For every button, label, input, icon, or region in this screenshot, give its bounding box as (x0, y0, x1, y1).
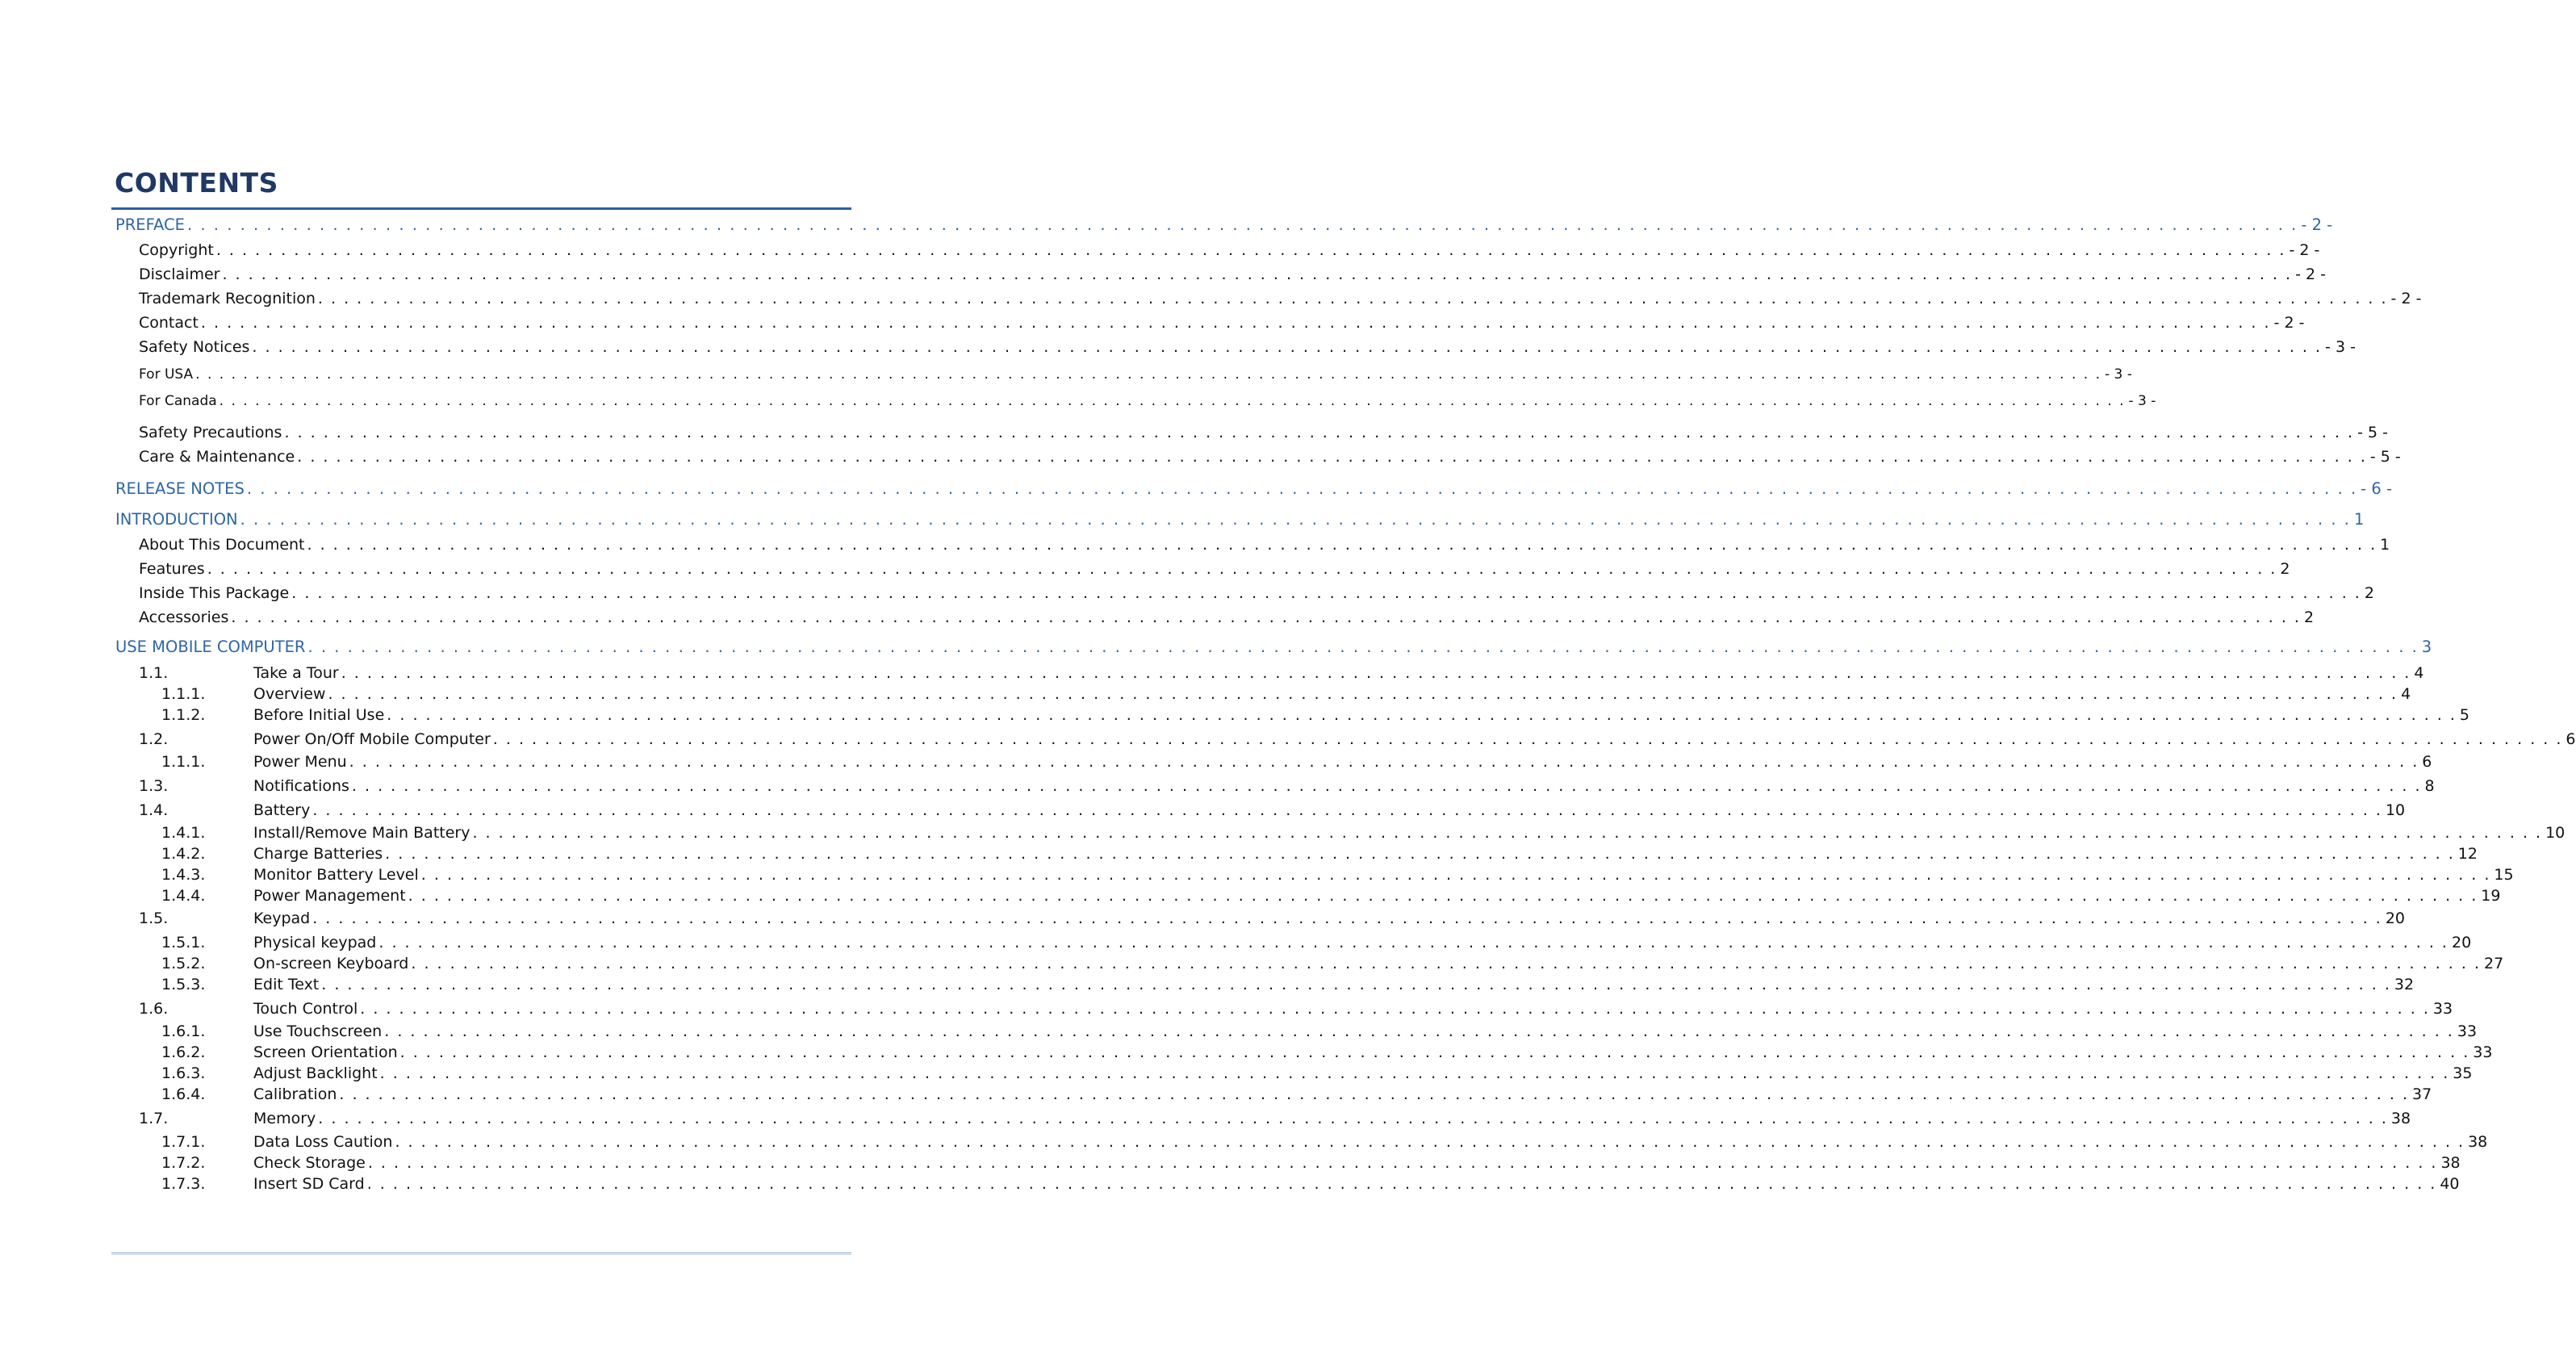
toc-entry-label: Insert SD Card (253, 1175, 365, 1193)
toc-entry[interactable] (139, 422, 2388, 443)
toc-entry-page: - 6 - (2361, 479, 2393, 498)
toc-entry[interactable] (139, 391, 2156, 412)
toc-entry-label: Adjust Backlight (253, 1064, 378, 1082)
dot-leader: . . . . . . . . . . . . . . . . . . . . . . . . . . . . . . . . . . . . . . . . . . . . . . . . . . . . . . . . . . . . . . . . . . . . . . . . . . . . . . . . . . . . . . . . . . . . . . . . . . . . . . . . . . . . . . . . . . . . . . . . . . . . . . . . . . . . . . . . . . . . . . . . . . . . . . . . . . . . . . . . (284, 424, 2355, 441)
dot-leader: . . . . . . . . . . . . . . . . . . . . . . . . . . . . . . . . . . . . . . . . . . . . . . . . . . . . . . . . . . . . . . . . . . . . . . . . . . . . . . . . . . . . . . . . . . . . . . . . . . . . . . . . . . . . . . . . . . . . . . . . . . . . . . . . . . . . . . . . . . . . . . . . . . . . . . . . . . . . . . . . (318, 1110, 2388, 1127)
toc-entry-number: 1.6.2. (161, 1043, 206, 1061)
dot-leader: . . . . . . . . . . . . . . . . . . . . . . . . . . . . . . . . . . . . . . . . . . . . . . . . . . . . . . . . . . . . . . . . . . . . . . . . . . . . . . . . . . . . . . . . . . . . . . . . . . . . . . . . . . . . . . . . . . . . . . . . . . . . . . . . . . . . . . . . . . . . . . . . . . . . . . . . . . . . . . . . (379, 1064, 2450, 1082)
toc-entry-page: 37 (2412, 1085, 2432, 1103)
toc-entry[interactable] (139, 729, 2576, 750)
toc-entry-number: 1.1.1. (161, 685, 206, 703)
toc-entry-number: 1.5. (139, 910, 169, 927)
toc-entry-page: - 2 - (2289, 241, 2320, 259)
dot-leader: . . . . . . . . . . . . . . . . . . . . . . . . . . . . . . . . . . . . . . . . . . . . . . . . . . . . . . . . . . . . . . . . . . . . . . . . . . . . . . . . . . . . . . . . . . . . . . . . . . . . . . . . . . . . . . . . . . . . . . . . . . . . . . . . . . . . . . . . . . . . . . . . . . . . . . . . . . . . . . . . (328, 685, 2398, 703)
dot-leader: . . . . . . . . . . . . . . . . . . . . . . . . . . . . . . . . . . . . . . . . . . . . . . . . . . . . . . . . . . . . . . . . . . . . . . . . . . . . . . . . . . . . . . . . . . . . . . . . . . . . . . . . . . . . . . . . . . . . . . . . . . . . . . . . . . . . . . . . . . . . . . . . . . . . . . . . . . . . . . . . (187, 215, 2298, 234)
toc-entry-page: 32 (2394, 976, 2415, 993)
toc-entry-label: Take a Tour (253, 664, 339, 682)
toc-entry-page: 2 (2364, 584, 2374, 602)
toc-entry-label: Trademark Recognition (139, 290, 316, 307)
toc-entry-page: - 2 - (2390, 290, 2422, 307)
toc-entry-page: - 3 - (2325, 338, 2356, 356)
toc-entry-label: Check Storage (253, 1154, 366, 1172)
toc-entry[interactable] (161, 1042, 2493, 1063)
dot-leader: . . . . . . . . . . . . . . . . . . . . . . . . . . . . . . . . . . . . . . . . . . . . . . . . . . . . . . . . . . . . . . . . . . . . . . . . . . . . . . . . . . . . . . . . . . . . . . . . . . . . . . . . . . . . . . . . . . . . . . . . . . . . . . . . . . . . . . . . . . . . . . . . . . . . . . . . . . . . . . . . (387, 706, 2457, 724)
toc-entry-page: 1 (2353, 510, 2365, 529)
toc-entry-number: 1.2. (139, 730, 169, 748)
toc-entry-page: 8 (2424, 777, 2435, 795)
toc-entry-page: 33 (2457, 1023, 2478, 1040)
toc-entry[interactable] (161, 953, 2504, 974)
dot-leader: . . . . . . . . . . . . . . . . . . . . . . . . . . . . . . . . . . . . . . . . . . . . . . . . . . . . . . . . . . . . . . . . . . . . . . . . . . . . . . . . . . . . . . . . . . . . . . . . . . . . . . . . . . . . . . . . . . . . . . . . . . . . . . . . . . . . . . . . . . . . . . . . . . . . . . . . . . . . . . . . (200, 314, 2271, 332)
toc-entry-page: - 5 - (2369, 448, 2401, 466)
toc-entry-page: 12 (2457, 845, 2478, 863)
toc-entry-page: - 3 - (2104, 366, 2132, 383)
toc-entry-label: Calibration (253, 1085, 337, 1103)
dot-leader: . . . . . . . . . . . . . . . . . . . . . . . . . . . . . . . . . . . . . . . . . . . . . . . . . . . . . . . . . . . . . . . . . . . . . . . . . . . . . . . . . . . . . . . . . . . . . . . . . . . . . . . . . . . . . . . . . . . . . . . . . . . . . . . . . . . . . . . . . . . . . . . . . . . . . . . . . . . . . . . . (321, 976, 2391, 993)
toc-entry-label: Memory (253, 1110, 316, 1127)
toc-entry-page: - 3 - (2128, 393, 2156, 409)
toc-entry-number: 1.4.3. (161, 866, 206, 884)
toc-entry[interactable] (139, 364, 2132, 385)
dot-leader: . . . . . . . . . . . . . . . . . . . . . . . . . . . . . . . . . . . . . . . . . . . . . . . . . . . . . . . . . . . . . . . . . . . . . . . . . . . . . . . . . . . . . . . . . . . . . . . . . . . . . . . . . . . . . . . . . . . . . . . . . . . . . . . . . . . . . . . . . . . . . . . . . . . . . . . . . . . . . . . . (207, 560, 2277, 578)
toc-entry-number: 1.1. (139, 664, 169, 682)
toc-entry[interactable] (161, 885, 2501, 906)
toc-entry-number: 1.7. (139, 1110, 169, 1127)
dot-leader: . . . . . . . . . . . . . . . . . . . . . . . . . . . . . . . . . . . . . . . . . . . . . . . . . . . . . . . . . . . . . . . . . . . . . . . . . . . . . . . . . . . . . . . . . . . . . . . . . . . . . . . . . . . . . . . . . . . . . . . . . . . . . . . . . . . . . . . . . . . . . . . . . . . . . . . . . . . . . . . . (349, 753, 2419, 771)
toc-section[interactable] (115, 479, 2393, 500)
toc-entry-label: Accessories (139, 608, 229, 626)
toc-entry-label: Safety Notices (139, 338, 250, 356)
toc-entry-label: Disclaimer (139, 266, 220, 283)
toc-entry-label: Before Initial Use (253, 706, 385, 724)
toc-entry-page: 35 (2453, 1064, 2473, 1082)
toc-entry-page: 19 (2481, 887, 2501, 905)
toc-entry-number: 1.5.1. (161, 934, 206, 951)
toc-entry-label: Power On/Off Mobile Computer (253, 730, 491, 748)
toc-entry[interactable] (139, 558, 2290, 579)
dot-leader: . . . . . . . . . . . . . . . . . . . . . . . . . . . . . . . . . . . . . . . . . . . . . . . . . . . . . . . . . . . . . . . . . . . . . . . . . . . . . . . . . . . . . . . . . . . . . . . . . . . . . . . . . . . . . . . . . . . . . . . . . . . . . . . . . . . . . . . . . . . . . . . . . . . . . . . . . . . . . . . . (472, 824, 2543, 842)
toc-entry-number: 1.6.1. (161, 1023, 206, 1040)
dot-leader: . . . . . . . . . . . . . . . . . . . . . . . . . . . . . . . . . . . . . . . . . . . . . . . . . . . . . . . . . . . . . . . . . . . . . . . . . . . . . . . . . . . . . . . . . . . . . . . . . . . . . . . . . . . . . . . . . . . . . . . . . . . . . . . . . . . . . . . . . . . . . . . . . . . . . . . . . . . . . . . . (231, 608, 2301, 626)
toc-entry-page: 20 (2451, 934, 2472, 951)
toc-entry[interactable] (139, 908, 2406, 929)
toc-entry[interactable] (139, 312, 2305, 333)
page-title: CONTENTS (115, 167, 278, 199)
dot-leader: . . . . . . . . . . . . . . . . . . . . . . . . . . . . . . . . . . . . . . . . . . . . . . . . . . . . . . . . . . . . . . . . . . . . . . . . . . . . . . . . . . . . . . . . . . . . . . . . . . . . . . . . . . . . . . . . . . . . . . . . . . . . . . . . . . . . . . . . . . . . . . . . . . . . . . . . . . . . . . . . (307, 536, 2377, 554)
toc-entry-label: Keypad (253, 910, 311, 927)
toc-entry-page: 5 (2459, 706, 2469, 724)
toc-entry-label: RELEASE NOTES (115, 479, 245, 498)
dot-leader: . . . . . . . . . . . . . . . . . . . . . . . . . . . . . . . . . . . . . . . . . . . . . . . . . . . . . . . . . . . . . . . . . . . . . . . . . . . . . . . . . . . . . . . . . . . . . . . . . . . . . . . . . . . . . . . . . . . . . . . . . . . . . . . . . . . . . . . . . . . . . . . . . . . . . . . . . . . . . . . . (215, 241, 2286, 259)
footer-rule (111, 1253, 851, 1255)
toc-entry[interactable] (139, 607, 2315, 628)
toc-entry-page: - 2 - (2295, 266, 2326, 283)
toc-entry-label: Overview (253, 685, 326, 703)
dot-leader: . . . . . . . . . . . . . . . . . . . . . . . . . . . . . . . . . . . . . . . . . . . . . . . . . . . . . . . . . . . . . . . . . . . . . . . . . . . . . . . . . . . . . . . . . . . . . . . . . . . . . . . . . . . . . . . . . . . . . . . . . . . . . . . . . . . . . . . . . . . . . . . . . . . . . . . . . . . . . . . . (411, 955, 2481, 972)
dot-leader: . . . . . . . . . . . . . . . . . . . . . . . . . . . . . . . . . . . . . . . . . . . . . . . . . . . . . . . . . . . . . . . . . . . . . . . . . . . . . . . . . . . . . . . . . . . . . . . . . . . . . . . . . . . . . . . . . . . . . . . . . . . . . . . . . . . . . . . . . . . . . . . . . . . . . . . . . . . . . . . . (195, 366, 2101, 383)
toc-entry-page: 3 (2421, 638, 2432, 656)
toc-entry-page: 2 (2280, 560, 2290, 578)
toc-entry-page: 6 (2422, 753, 2432, 771)
toc-entry[interactable] (161, 1131, 2488, 1152)
toc-entry-page: 38 (2468, 1133, 2488, 1151)
dot-leader: . . . . . . . . . . . . . . . . . . . . . . . . . . . . . . . . . . . . . . . . . . . . . . . . . . . . . . . . . . . . . . . . . . . . . . . . . . . . . . . . . . . . . . . . . . . . . . . . . . . . . . . . . . . . . . . . . . . . . . . . . . . . . . . . . . . . . . . . . . . . . . . . . . . . . . . . . . . . . . . . (385, 845, 2455, 863)
dot-leader: . . . . . . . . . . . . . . . . . . . . . . . . . . . . . . . . . . . . . . . . . . . . . . . . . . . . . . . . . . . . . . . . . . . . . . . . . . . . . . . . . . . . . . . . . . . . . . . . . . . . . . . . . . . . . . . . . . . . . . . . . . . . . . . . . . . . . . . . . . . . . . . . . . . . . . . . . . . . . . . . (408, 887, 2478, 905)
dot-leader: . . . . . . . . . . . . . . . . . . . . . . . . . . . . . . . . . . . . . . . . . . . . . . . . . . . . . . . . . . . . . . . . . . . . . . . . . . . . . . . . . . . . . . . . . . . . . . . . . . . . . . . . . . . . . . . . . . . . . . . . . . . . . . . . . . . . . . . . . . . . . . . . . . . . . . . . . . . . . . . . (219, 393, 2126, 409)
toc-entry[interactable] (161, 1063, 2473, 1084)
toc-entry-number: 1.4.4. (161, 887, 206, 905)
toc-entry[interactable] (139, 534, 2390, 555)
toc-entry-label: Inside This Package (139, 584, 290, 602)
dot-leader: . . . . . . . . . . . . . . . . . . . . . . . . . . . . . . . . . . . . . . . . . . . . . . . . . . . . . . . . . . . . . . . . . . . . . . . . . . . . . . . . . . . . . . . . . . . . . . . . . . . . . . . . . . . . . . . . . . . . . . . . . . . . . . . . . . . . . . . . . . . . . . . . . . . . . . . . . . . . . . . . (252, 338, 2323, 356)
toc-entry-label: Touch Control (253, 1000, 358, 1018)
dot-leader: . . . . . . . . . . . . . . . . . . . . . . . . . . . . . . . . . . . . . . . . . . . . . . . . . . . . . . . . . . . . . . . . . . . . . . . . . . . . . . . . . . . . . . . . . . . . . . . . . . . . . . . . . . . . . . . . . . . . . . . . . . . . . . . . . . . . . . . . . . . . . . . . . . . . . . . . . . . . . . . . (366, 1175, 2437, 1193)
dot-leader: . . . . . . . . . . . . . . . . . . . . . . . . . . . . . . . . . . . . . . . . . . . . . . . . . . . . . . . . . . . . . . . . . . . . . . . . . . . . . . . . . . . . . . . . . . . . . . . . . . . . . . . . . . . . . . . . . . . . . . . . . . . . . . . . . . . . . . . . . . . . . . . . . . . . . . . . . . . . . . . . (492, 730, 2563, 748)
dot-leader: . . . . . . . . . . . . . . . . . . . . . . . . . . . . . . . . . . . . . . . . . . . . . . . . . . . . . . . . . . . . . . . . . . . . . . . . . . . . . . . . . . . . . . . . . . . . . . . . . . . . . . . . . . . . . . . . . . . . . . . . . . . . . . . . . . . . . . . . . . . . . . . . . . . . . . . . . . . . . . . . (312, 801, 2382, 819)
toc-entry[interactable] (161, 822, 2566, 843)
dot-leader: . . . . . . . . . . . . . . . . . . . . . . . . . . . . . . . . . . . . . . . . . . . . . . . . . . . . . . . . . . . . . . . . . . . . . . . . . . . . . . . . . . . . . . . . . . . . . . . . . . . . . . . . . . . . . . . . . . . . . . . . . . . . . . . . . . . . . . . . . . . . . . . . . . . . . . . . . . . . . . . . (384, 1023, 2454, 1040)
toc-entry-page: 33 (2473, 1043, 2493, 1061)
toc-entry[interactable] (139, 776, 2435, 797)
toc-entry[interactable] (139, 337, 2356, 358)
toc-entry-label: Contact (139, 314, 199, 332)
toc-entry[interactable] (139, 1108, 2411, 1129)
toc-entry-label: Power Menu (253, 753, 347, 771)
toc-entry-number: 1.5.3. (161, 976, 206, 993)
toc-entry[interactable] (161, 705, 2469, 726)
toc-entry-label: INTRODUCTION (115, 510, 238, 529)
toc-entry[interactable] (139, 663, 2424, 684)
toc-entry-label: For USA (139, 366, 194, 383)
toc-entry-page: 10 (2385, 801, 2406, 819)
toc-entry-page: 40 (2440, 1175, 2460, 1193)
toc-entry-number: 1.1.1. (161, 753, 206, 771)
toc-entry-label: USE MOBILE COMPUTER (115, 638, 306, 656)
toc-entry-page: 10 (2545, 824, 2566, 842)
dot-leader: . . . . . . . . . . . . . . . . . . . . . . . . . . . . . . . . . . . . . . . . . . . . . . . . . . . . . . . . . . . . . . . . . . . . . . . . . . . . . . . . . . . . . . . . . . . . . . . . . . . . . . . . . . . . . . . . . . . . . . . . . . . . . . . . . . . . . . . . . . . . . . . . . . . . . . . . . . . . . . . . (240, 510, 2351, 529)
toc-entry[interactable] (161, 684, 2411, 705)
dot-leader: . . . . . . . . . . . . . . . . . . . . . . . . . . . . . . . . . . . . . . . . . . . . . . . . . . . . . . . . . . . . . . . . . . . . . . . . . . . . . . . . . . . . . . . . . . . . . . . . . . . . . . . . . . . . . . . . . . . . . . . . . . . . . . . . . . . . . . . . . . . . . . . . . . . . . . . . . . . . . . . . (420, 866, 2491, 884)
toc-entry-label: About This Document (139, 536, 305, 554)
toc-entry-label: Care & Maintenance (139, 448, 295, 466)
dot-leader: . . . . . . . . . . . . . . . . . . . . . . . . . . . . . . . . . . . . . . . . . . . . . . . . . . . . . . . . . . . . . . . . . . . . . . . . . . . . . . . . . . . . . . . . . . . . . . . . . . . . . . . . . . . . . . . . . . . . . . . . . . . . . . . . . . . . . . . . . . . . . . . . . . . . . . . . . . . . . . . . (222, 266, 2293, 283)
toc-entry-label: On-screen Keyboard (253, 955, 409, 972)
dot-leader: . . . . . . . . . . . . . . . . . . . . . . . . . . . . . . . . . . . . . . . . . . . . . . . . . . . . . . . . . . . . . . . . . . . . . . . . . . . . . . . . . . . . . . . . . . . . . . . . . . . . . . . . . . . . . . . . . . . . . . . . . . . . . . . . . . . . . . . . . . . . . . . . . . . . . . . . . . . . . . . . (367, 1154, 2438, 1172)
toc-entry-label: Screen Orientation (253, 1043, 398, 1061)
toc-entry-label: Copyright (139, 241, 214, 259)
toc-entry-number: 1.5.2. (161, 955, 206, 972)
toc-entry[interactable] (161, 1173, 2460, 1194)
toc-entry[interactable] (139, 446, 2401, 467)
toc-entry[interactable] (161, 1084, 2432, 1105)
toc-section[interactable] (115, 509, 2365, 530)
dot-leader: . . . . . . . . . . . . . . . . . . . . . . . . . . . . . . . . . . . . . . . . . . . . . . . . . . . . . . . . . . . . . . . . . . . . . . . . . . . . . . . . . . . . . . . . . . . . . . . . . . . . . . . . . . . . . . . . . . . . . . . . . . . . . . . . . . . . . . . . . . . . . . . . . . . . . . . . . . . . . . . . (317, 290, 2388, 307)
toc-entry-label: Data Loss Caution (253, 1133, 393, 1151)
toc-entry-number: 1.7.3. (161, 1175, 206, 1193)
toc-entry-label: Power Management (253, 887, 406, 905)
dot-leader: . . . . . . . . . . . . . . . . . . . . . . . . . . . . . . . . . . . . . . . . . . . . . . . . . . . . . . . . . . . . . . . . . . . . . . . . . . . . . . . . . . . . . . . . . . . . . . . . . . . . . . . . . . . . . . . . . . . . . . . . . . . . . . . . . . . . . . . . . . . . . . . . . . . . . . . . . . . . . . . . (307, 638, 2419, 656)
toc-entry-number: 1.6. (139, 1000, 169, 1018)
toc-entry-page: 33 (2432, 1000, 2453, 1018)
toc-entry-number: 1.4.2. (161, 845, 206, 863)
toc-entry-page: - 5 - (2357, 424, 2388, 441)
dot-leader: . . . . . . . . . . . . . . . . . . . . . . . . . . . . . . . . . . . . . . . . . . . . . . . . . . . . . . . . . . . . . . . . . . . . . . . . . . . . . . . . . . . . . . . . . . . . . . . . . . . . . . . . . . . . . . . . . . . . . . . . . . . . . . . . . . . . . . . . . . . . . . . . . . . . . . . . . . . . . . . . (297, 448, 2367, 466)
toc-entry[interactable] (139, 800, 2406, 821)
toc-entry-page: 4 (2401, 685, 2411, 703)
dot-leader: . . . . . . . . . . . . . . . . . . . . . . . . . . . . . . . . . . . . . . . . . . . . . . . . . . . . . . . . . . . . . . . . . . . . . . . . . . . . . . . . . . . . . . . . . . . . . . . . . . . . . . . . . . . . . . . . . . . . . . . . . . . . . . . . . . . . . . . . . . . . . . . . . . . . . . . . . . . . . . . . (395, 1133, 2465, 1151)
toc-entry-number: 1.4. (139, 801, 169, 819)
dot-leader: . . . . . . . . . . . . . . . . . . . . . . . . . . . . . . . . . . . . . . . . . . . . . . . . . . . . . . . . . . . . . . . . . . . . . . . . . . . . . . . . . . . . . . . . . . . . . . . . . . . . . . . . . . . . . . . . . . . . . . . . . . . . . . . . . . . . . . . . . . . . . . . . . . . . . . . . . . . . . . . . (341, 664, 2411, 682)
dot-leader: . . . . . . . . . . . . . . . . . . . . . . . . . . . . . . . . . . . . . . . . . . . . . . . . . . . . . . . . . . . . . . . . . . . . . . . . . . . . . . . . . . . . . . . . . . . . . . . . . . . . . . . . . . . . . . . . . . . . . . . . . . . . . . . . . . . . . . . . . . . . . . . . . . . . . . . . . . . . . . . . (339, 1085, 2410, 1103)
toc-entry-label: PREFACE (115, 215, 185, 234)
toc-entry[interactable] (161, 751, 2432, 772)
toc-section[interactable] (115, 215, 2333, 236)
toc-entry-label: Charge Batteries (253, 845, 383, 863)
toc-entry-label: Notifications (253, 777, 349, 795)
toc-entry-page: 38 (2440, 1154, 2461, 1172)
toc-entry[interactable] (161, 1021, 2478, 1042)
dot-leader: . . . . . . . . . . . . . . . . . . . . . . . . . . . . . . . . . . . . . . . . . . . . . . . . . . . . . . . . . . . . . . . . . . . . . . . . . . . . . . . . . . . . . . . . . . . . . . . . . . . . . . . . . . . . . . . . . . . . . . . . . . . . . . . . . . . . . . . . . . . . . . . . . . . . . . . . . . . . . . . . (291, 584, 2361, 602)
toc-entry-number: 1.6.4. (161, 1085, 206, 1103)
toc-entry-number: 1.7.1. (161, 1133, 206, 1151)
toc-entry-label: Safety Precautions (139, 424, 282, 441)
toc-entry[interactable] (139, 998, 2453, 1019)
toc-entry-page: 1 (2380, 536, 2390, 554)
toc-entry[interactable] (139, 240, 2320, 261)
toc-entry[interactable] (161, 843, 2478, 864)
dot-leader: . . . . . . . . . . . . . . . . . . . . . . . . . . . . . . . . . . . . . . . . . . . . . . . . . . . . . . . . . . . . . . . . . . . . . . . . . . . . . . . . . . . . . . . . . . . . . . . . . . . . . . . . . . . . . . . . . . . . . . . . . . . . . . . . . . . . . . . . . . . . . . . . . . . . . . . . . . . . . . . . (246, 479, 2358, 498)
dot-leader: . . . . . . . . . . . . . . . . . . . . . . . . . . . . . . . . . . . . . . . . . . . . . . . . . . . . . . . . . . . . . . . . . . . . . . . . . . . . . . . . . . . . . . . . . . . . . . . . . . . . . . . . . . . . . . . . . . . . . . . . . . . . . . . . . . . . . . . . . . . . . . . . . . . . . . . . . . . . . . . . (312, 910, 2382, 927)
toc-entry-label: Physical keypad (253, 934, 377, 951)
toc-entry-page: - 2 - (2301, 215, 2333, 234)
toc-entry-number: 1.6.3. (161, 1064, 206, 1082)
dot-leader: . . . . . . . . . . . . . . . . . . . . . . . . . . . . . . . . . . . . . . . . . . . . . . . . . . . . . . . . . . . . . . . . . . . . . . . . . . . . . . . . . . . . . . . . . . . . . . . . . . . . . . . . . . . . . . . . . . . . . . . . . . . . . . . . . . . . . . . . . . . . . . . . . . . . . . . . . . . . . . . . (378, 934, 2448, 951)
toc-entry-label: Edit Text (253, 976, 320, 993)
toc-entry[interactable] (139, 288, 2422, 309)
toc-entry-label: Monitor Battery Level (253, 866, 419, 884)
toc-entry-label: Install/Remove Main Battery (253, 824, 470, 842)
toc-entry-page: 27 (2484, 955, 2504, 972)
toc-entry-number: 1.3. (139, 777, 169, 795)
dot-leader: . . . . . . . . . . . . . . . . . . . . . . . . . . . . . . . . . . . . . . . . . . . . . . . . . . . . . . . . . . . . . . . . . . . . . . . . . . . . . . . . . . . . . . . . . . . . . . . . . . . . . . . . . . . . . . . . . . . . . . . . . . . . . . . . . . . . . . . . . . . . . . . . . . . . . . . . . . . . . . . . (360, 1000, 2430, 1018)
toc-entry-number: 1.1.2. (161, 706, 206, 724)
dot-leader: . . . . . . . . . . . . . . . . . . . . . . . . . . . . . . . . . . . . . . . . . . . . . . . . . . . . . . . . . . . . . . . . . . . . . . . . . . . . . . . . . . . . . . . . . . . . . . . . . . . . . . . . . . . . . . . . . . . . . . . . . . . . . . . . . . . . . . . . . . . . . . . . . . . . . . . . . . . . . . . . (351, 777, 2422, 795)
toc-entry-page: 38 (2390, 1110, 2411, 1127)
toc-entry[interactable] (161, 932, 2472, 953)
toc-entry-label: For Canada (139, 393, 217, 409)
toc-entry[interactable] (139, 583, 2374, 604)
toc-entry[interactable] (139, 264, 2326, 285)
toc-entry-page: 6 (2566, 730, 2576, 748)
toc-section[interactable] (115, 637, 2432, 658)
toc-entry-label: Battery (253, 801, 311, 819)
toc-entry-page: 4 (2414, 664, 2424, 682)
toc-entry[interactable] (161, 974, 2415, 995)
toc-entry-number: 1.4.1. (161, 824, 206, 842)
toc-entry[interactable] (161, 1152, 2461, 1173)
toc-entry[interactable] (161, 864, 2514, 885)
dot-leader: . . . . . . . . . . . . . . . . . . . . . . . . . . . . . . . . . . . . . . . . . . . . . . . . . . . . . . . . . . . . . . . . . . . . . . . . . . . . . . . . . . . . . . . . . . . . . . . . . . . . . . . . . . . . . . . . . . . . . . . . . . . . . . . . . . . . . . . . . . . . . . . . . . . . . . . . . . . . . . . . (399, 1043, 2470, 1061)
toc-entry-label: Features (139, 560, 205, 578)
toc-entry-page: 15 (2494, 866, 2514, 884)
toc-entry-number: 1.7.2. (161, 1154, 206, 1172)
toc-entry-label: Use Touchscreen (253, 1023, 383, 1040)
toc-entry-page: - 2 - (2273, 314, 2305, 332)
toc-entry-page: 2 (2303, 608, 2315, 626)
toc-entry-page: 20 (2385, 910, 2406, 927)
